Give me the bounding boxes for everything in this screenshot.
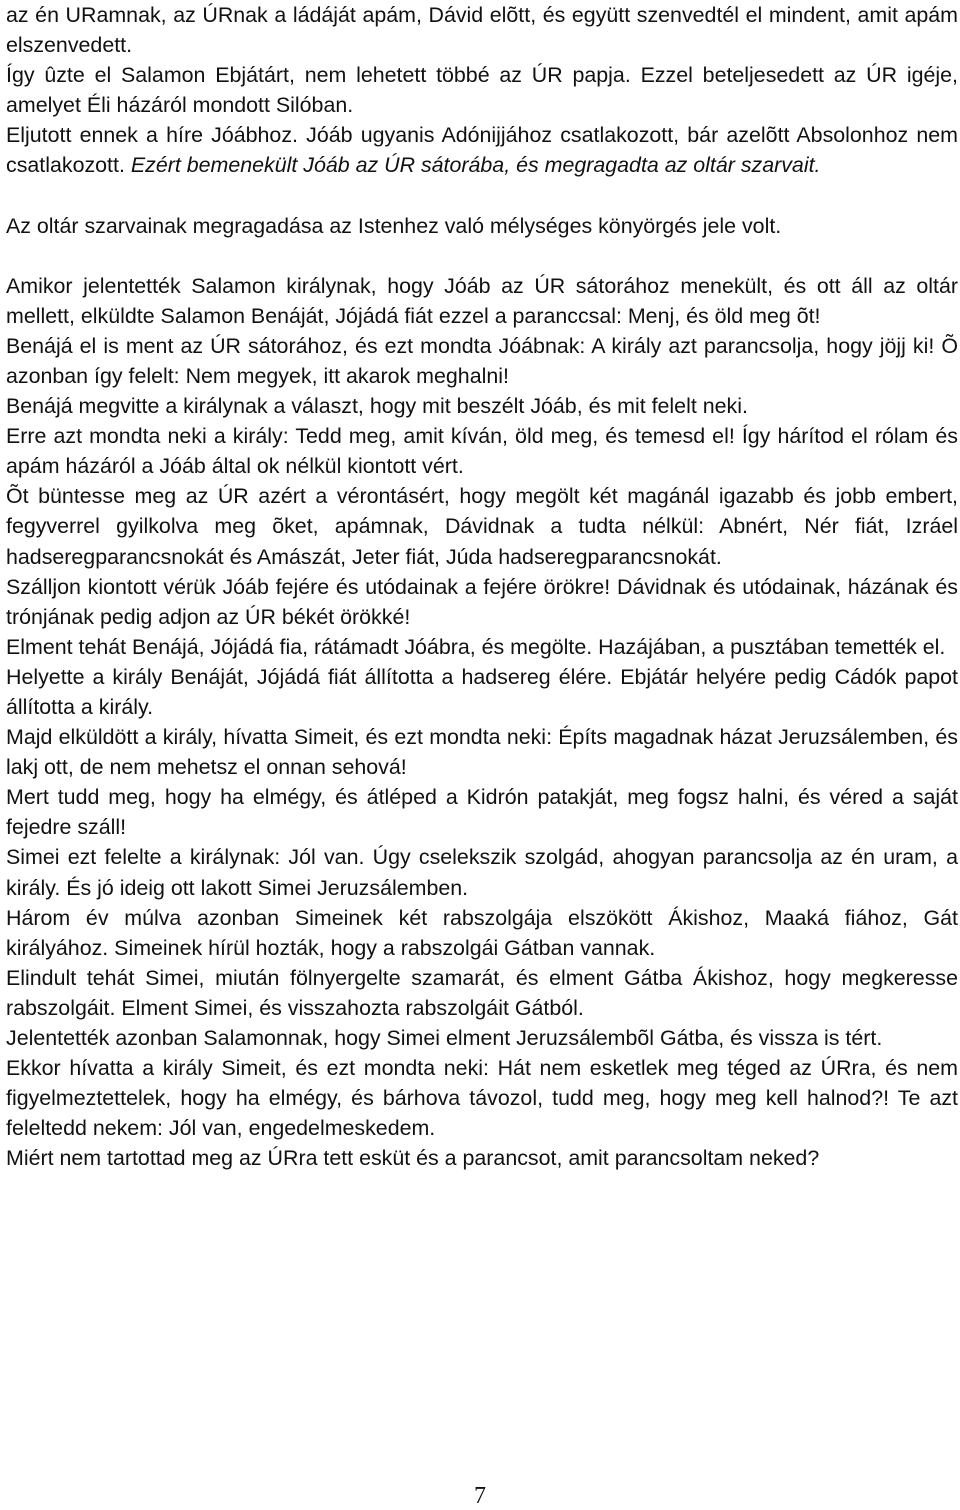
- paragraph: Ekkor hívatta a király Simeit, és ezt mondta neki: Hát nem esketlek meg téged az ÚRra, és nem figyelmeztettelek, hogy ha elmégy, és bárhova távozol, tudd meg, hogy meg kell halnod?! Te azt feleltedd nekem: Jól van, engedelmeskedem.: [6, 1056, 958, 1141]
- page-number: 7: [474, 1483, 486, 1509]
- paragraph: Miért nem tartottad meg az ÚRra tett esküt és a parancsot, amit parancsoltam neked?: [6, 1146, 820, 1171]
- paragraph-gap: [6, 241, 958, 271]
- paragraph: Amikor jelentették Salamon királynak, hogy Jóáb az ÚR sátorához menekült, és ott áll az oltár mellett, elküldte Salamon Benáját, Jójádá fiát ezzel a paranccsal: Menj, és öld meg õt!: [6, 273, 958, 328]
- paragraph: Benájá el is ment az ÚR sátorához, és ezt mondta Jóábnak: A király azt parancsolja, hogy jöjj ki! Õ azonban így felelt: Nem megyek, itt akarok meghalni!: [6, 333, 958, 388]
- paragraph-italic: [6, 120, 958, 180]
- paragraph-emphasis: Ezért bemenekült Jóáb az ÚR sátorába, és megragadta az oltár szarvait.: [130, 153, 821, 178]
- paragraph: Benájá megvitte a királynak a választ, hogy mit beszélt Jóáb, és mit felelt neki.: [6, 394, 748, 419]
- document-page: [6, 0, 958, 1173]
- paragraph-intro: Eljutott ennek a híre Jóábhoz. Jóáb ugyanis Adónijjához csatlakozott, bár azelõtt Absolonhoz nem csatlakozott.: [6, 123, 958, 178]
- paragraph: Majd elküldött a király, hívatta Simeit, és ezt mondta neki: Építs magadnak házat Jeruzsálemben, és lakj ott, de nem mehetsz el onnan sehová!: [6, 725, 958, 780]
- paragraph: Simei ezt felelte a királynak: Jól van. Úgy cselekszik szolgád, ahogyan parancsolja az én uram, a király. És jó ideig ott lakott Simei Jeruzsálemben.: [6, 845, 958, 900]
- paragraph: Jelentették azonban Salamonnak, hogy Simei elment Jeruzsálembõl Gátba, és vissza is tért.: [6, 1026, 883, 1050]
- paragraph: Elment tehát Benájá, Jójádá fia, rátámadt Jóábra, és megölte. Hazájában, a pusztában temették el.: [6, 634, 946, 659]
- paragraph: Erre azt mondta neki a király: Tedd meg, amit kíván, öld meg, és temesd el! Így hárítod el rólam és apám házáról a Jóáb által ok nélkül kiontott vért.: [6, 424, 958, 479]
- paragraph: az én URamnak, az ÚRnak a ládáját apám, Dávid elõtt, és együtt szenvedtél el mindent, amit apám elszenvedett.: [6, 3, 958, 58]
- commentary-note: Az oltár szarvainak megragadása az Istenhez való mélységes könyörgés jele volt.: [6, 213, 782, 238]
- paragraph: Mert tudd meg, hogy ha elmégy, és átléped a Kidrón patakját, meg fogsz halni, és véred a saját fejedre száll!: [6, 785, 958, 840]
- paragraph: Õt büntesse meg az ÚR azért a vérontásért, hogy megölt két magánál igazabb és jobb embert, fegyverrel gyilkolva meg õket, apámnak, Dávidnak a tudta nélkül: Abnért, Nér fiát, Izráel hadseregparancsnokát és Amászát, Jeter fiát, Júda hadseregparancsnokát.: [6, 484, 958, 569]
- paragraph: Helyette a király Benáját, Jójádá fiát állította a hadsereg élére. Ebjátár helyére pedig Cádók papot állította a király.: [6, 664, 958, 719]
- paragraph: Három év múlva azonban Simeinek két rabszolgája elszökött Ákishoz, Maaká fiához, Gát királyához. Simeinek hírül hozták, hogy a rabszolgái Gátban vannak.: [6, 905, 958, 960]
- paragraph: Szálljon kiontott vérük Jóáb fejére és utódainak a fejére örökre! Dávidnak és utódainak, házának és trónjának pedig adjon az ÚR békét örökké!: [6, 574, 958, 629]
- paragraph-gap: [6, 181, 958, 211]
- paragraph: Így ûzte el Salamon Ebjátárt, nem lehetett többé az ÚR papja. Ezzel beteljesedett az ÚR igéje, amelyet Éli házáról mondott Silóban.: [6, 63, 958, 118]
- paragraph: Elindult tehát Simei, miután fölnyergelte szamarát, és elment Gátba Ákishoz, hogy megkeresse rabszolgáit. Elment Simei, és visszahozta rabszolgáit Gátból.: [6, 965, 958, 1020]
